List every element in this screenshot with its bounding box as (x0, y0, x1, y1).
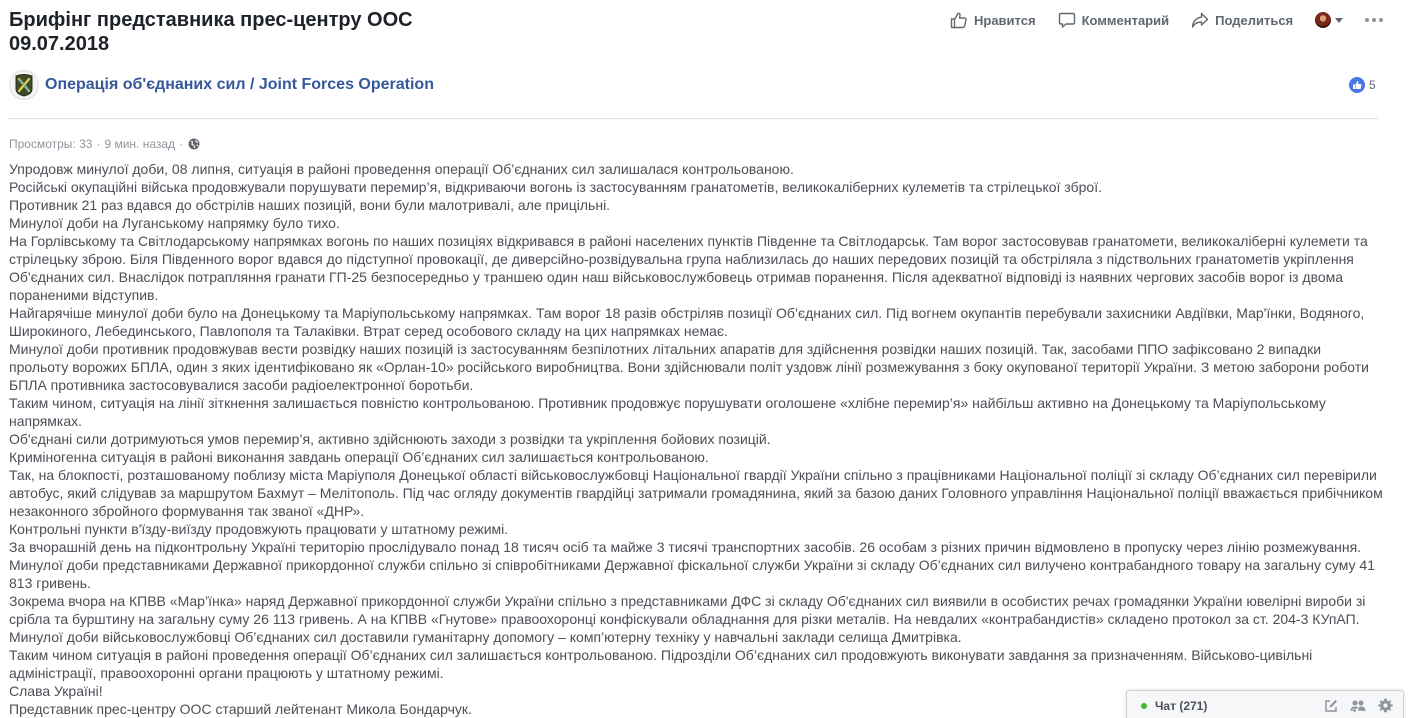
paragraph: Таким чином ситуація в районі проведення операції Об’єднаних сил залишається контрольованою. Підрозділи Об’єднаних сил продовжують виконувати завдання за призначенням. Військово-цивільні адміністрації, правоохоронні органи працюють у штатному режимі. (9, 647, 1313, 681)
compose-icon (1324, 699, 1338, 713)
gear-icon (1378, 698, 1393, 713)
paragraph: Минулої доби військовослужбовці Об’єднаних сил доставили гуманітарну допомогу – комп’ютерну техніку у навчальні заклади селища Дмитрівка. (9, 629, 962, 645)
globe-icon[interactable] (188, 138, 200, 150)
paragraph: Слава Україні! (9, 683, 103, 699)
more-options-button[interactable] (1365, 18, 1383, 22)
paragraph: За вчорашній день на підконтрольну Україні територію прослідувало понад 18 тисяч осіб та майже 3 тисячі транспортних засобів. 26 особам з різних причин відмовлено в пропуску через лінію розмежування. (9, 539, 1362, 555)
new-message-button[interactable] (1324, 699, 1338, 713)
group-add-icon (1350, 699, 1366, 713)
chat-label[interactable]: Чат (271) (1155, 698, 1208, 713)
paragraph: Минулої доби на Луганському напрямку було тихо. (9, 215, 340, 231)
post-body (9, 160, 1384, 718)
paragraph: Упродовж минулої доби, 08 липня, ситуація в районі проведення операції Об’єднаних сил залишалася контрольованою. (9, 161, 794, 177)
more-dots-icon (1365, 18, 1369, 22)
share-label: Поделиться (1215, 12, 1294, 28)
post-actions-bar (950, 9, 1383, 31)
post-meta (9, 137, 200, 151)
chat-sidebar-bar[interactable] (1126, 690, 1404, 718)
divider (8, 118, 1378, 119)
paragraph: Таким чином, ситуація на лінії зіткнення залишається повністю контрольованою. Противник продовжує порушувати оголошене «хлібне перемир’я» найбільш активно на Донецькому та Маріупольському напрямках. (9, 395, 1326, 429)
post-timestamp[interactable]: 9 мин. назад (104, 137, 176, 151)
post-title-date: 09.07.2018 (9, 33, 110, 55)
chat-settings-button[interactable] (1378, 698, 1393, 713)
paragraph: Криміногенна ситуація в районі виконання завдань операції Об’єднаних сил залишається контрольованою. (9, 449, 709, 465)
paragraph: Противник 21 раз вдався до обстрілів наших позицій, вони були малотривалі, але прицільні. (9, 197, 611, 213)
paragraph: Представник прес-центру ООС старший лейтенант Микола Бондарчук. (9, 701, 472, 717)
like-label: Нравится (974, 12, 1036, 28)
post-title-line1: Брифінг представника прес-центру ООС (9, 9, 413, 31)
comment-bubble-icon (1058, 11, 1076, 29)
reactions-summary[interactable] (1349, 77, 1376, 93)
paragraph: Об'єднані сили дотримуються умов перемир’я, активно здійснюють заходи з розвідки та укріплення бойових позицій. (9, 431, 771, 447)
paragraph: Найгарячіше минулої доби було на Донецькому та Маріупольському напрямках. Там ворог 18 разів обстріляв позиції Об’єднаних сил. Під вогнем окупантів перебували захисники Авдіївки, Мар'їнки, Водяного, Широкиного, Лебединського, Павлополя та Талаківки. Втрат серед особового складу на цих напрямках немає. (9, 305, 1365, 339)
paragraph: Контрольні пункти в'їзду-виїзду продовжують працювати у штатному режимі. (9, 521, 509, 537)
paragraph: Зокрема вчора на КПВВ «Мар’їнка» наряд Державної прикордонної служби України спільно з представниками ДФС зі складу Об'єднаних сил виявили в особистих речах громадянки України ювелірні вироби зі срібла та бурштину на загальну суму 26 113 гривень. А на КПВВ «Гнутове» правоохоронці конфіскували обладнання для різки металів. На невдалих «контрабандистів» складено протокол за ст. 204-3 КУпАП. (9, 593, 1366, 627)
view-count: Просмотры: 33 (9, 137, 93, 151)
paragraph: Минулої доби представниками Державної прикордонної служби спільно зі співробітниками Державної фіскальної служби України зі складу Об’єднаних сил вилучено контрабандного товару на загальну суму 41 813 гривень. (9, 557, 1375, 591)
meta-separator: · (96, 137, 101, 151)
post-title (9, 8, 569, 56)
user-avatar (1315, 12, 1331, 28)
chevron-down-icon (1335, 18, 1343, 23)
comment-label: Комментарий (1081, 12, 1170, 28)
page-avatar[interactable] (9, 70, 39, 100)
online-status-dot (1141, 703, 1147, 709)
share-arrow-icon (1191, 11, 1209, 29)
like-button[interactable] (950, 11, 1036, 29)
like-reaction-icon (1349, 77, 1365, 93)
page-name-link[interactable]: Операція об'єднаних сил / Joint Forces Operation (45, 76, 434, 93)
create-group-button[interactable] (1350, 699, 1366, 713)
meta-separator: · (179, 137, 184, 151)
thumbs-up-icon (950, 11, 968, 29)
paragraph: На Горлівському та Світлодарському напрямках вогонь по наших позиціях відкривався в районі населених пунктів Південне та Світлодарськ. Там ворог застосовував гранатомети, великокаліберні кулемети та стрілецьку зброю. Біля Південного ворог вдався до підступної провокації, де диверсійно-розвідувальна група наблизилась до наших передових позицій та обстріляла з підствольних гранатометів укріплення Об'єднаних сил. Внаслідок потрапляння гранати ГП-25 безпосередньо у траншею один наш військовослужбовець отримав поранення. Після адекватної відповіді із наявних чергових засобів ворог із двома пораненими відступив. (9, 233, 1368, 303)
paragraph: Минулої доби противник продовжував вести розвідку наших позицій із застосуванням безпілотних літальних апаратів для здійснення розвідки наших позицій. Так, засобами ППО зафіксовано 2 випадки прольоту ворожих БПЛА, один з яких ідентифіковано як «Орлан-10» російського виробництва. Вони здійснювали політ уздовж лінії розмежування з боку окупованої території України. З метою заборони роботи БПЛА противника застосовувалися засоби радіоелектронної боротьби. (9, 341, 1369, 393)
share-button[interactable] (1191, 11, 1293, 29)
page-author (9, 70, 434, 100)
paragraph: Російські окупаційні війська продовжували порушувати перемир’я, відкриваючи вогонь із застосуванням гранатометів, великокаліберних кулеметів та стрілецької зброї. (9, 179, 1102, 195)
like-count: 5 (1369, 78, 1376, 92)
joint-forces-emblem-icon (13, 73, 35, 97)
paragraph: Так, на блокпості, розташованому поблизу міста Маріуполя Донецької області військовослужбовці Національної гвардії України спільно з працівниками Національної поліції зі складу Об’єднаних сил перевірили автобус, який слідував за маршрутом Бахмут – Мелітополь. Під час огляду документів гвардійці затримали громадянина, який за базою даних Головного управління Національної поліції вважається прибічником незаконного збройного формування так званої «ДНР». (9, 467, 1383, 519)
comment-button[interactable] (1058, 11, 1170, 29)
post-as-selector[interactable] (1315, 12, 1343, 28)
